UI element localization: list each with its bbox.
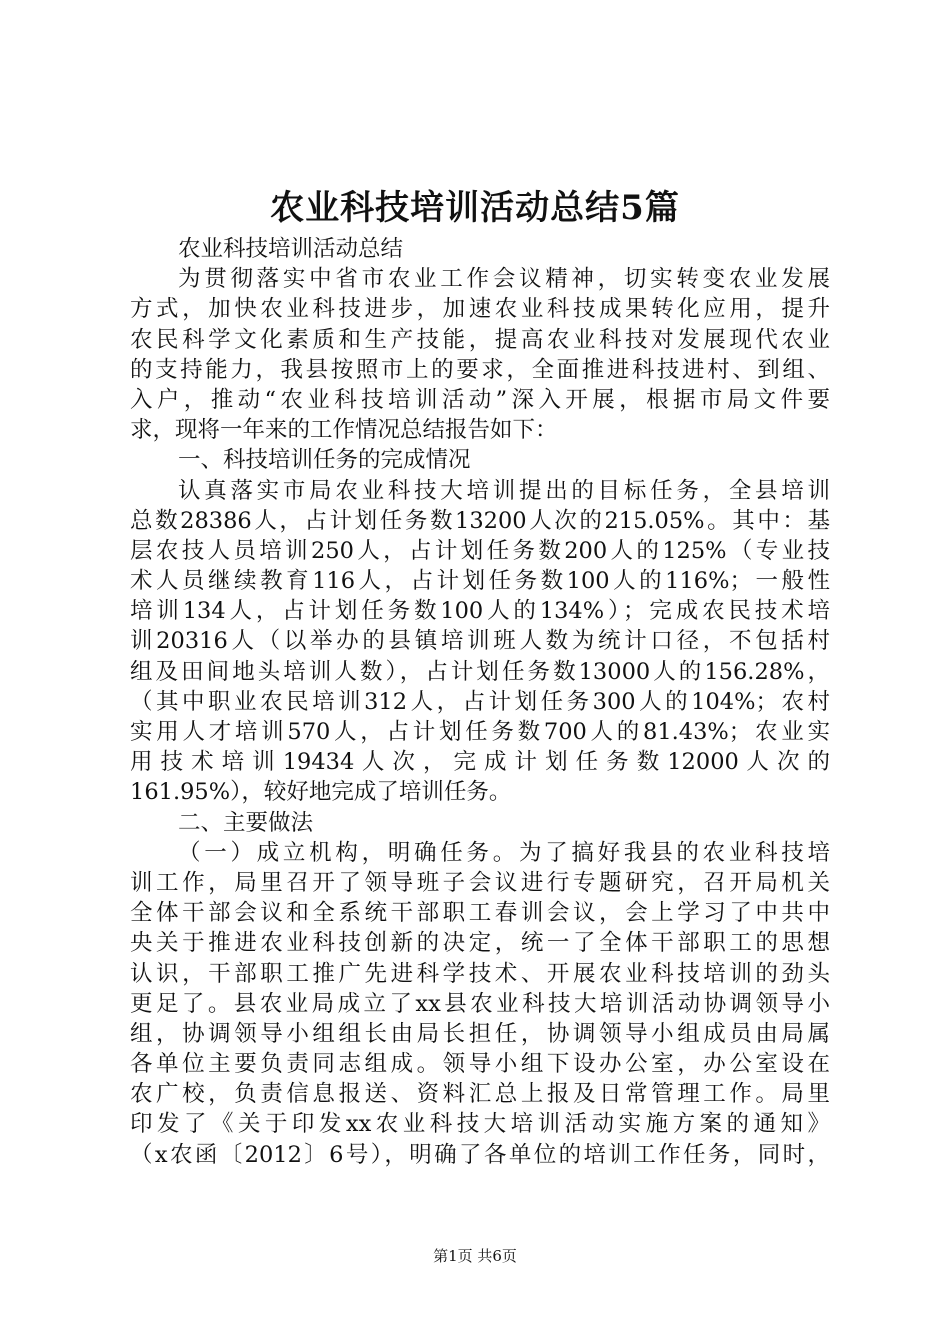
- body-line: 各单位主要负责同志组成。领导小组下设办公室，办公室设在: [130, 1051, 830, 1078]
- body-line: （x农函〔2012〕6号），明确了各单位的培训工作任务，同时，: [130, 1141, 830, 1168]
- body-line: 二、主要做法: [178, 809, 314, 836]
- document-body: [130, 234, 830, 1170]
- body-line: 161.95%），较好地完成了培训任务。: [130, 779, 512, 806]
- body-line: 央关于推进农业科技创新的决定，统一了全体干部职工的思想: [130, 930, 830, 957]
- body-line: 训工作，局里召开了领导班子会议进行专题研究，召开局机关: [130, 869, 830, 896]
- body-line: 用 技 术 培 训 19434 人 次 ， 完 成 计 划 任 务 数 12000 人 次 的: [130, 749, 830, 776]
- body-line: 培训134人，占计划任务数100人的134%）；完成农民技术培: [130, 598, 830, 625]
- body-line: 认识，干部职工推广先进科学技术、开展农业科技培训的劲头: [130, 960, 830, 987]
- body-line: 全体干部会议和全系统干部职工春训会议，会上学习了中共中: [130, 900, 830, 927]
- body-line: （其中职业农民培训312人，占计划任务300人的104%；农村: [130, 688, 830, 715]
- body-line: 印发了《关于印发xx农业科技大培训活动实施方案的通知》: [130, 1111, 830, 1138]
- body-line: 训20316人（以举办的县镇培训班人数为统计口径，不包括村: [130, 628, 830, 655]
- body-line: 求，现将一年来的工作情况总结报告如下：: [130, 417, 558, 444]
- body-line: 为贯彻落实中省市农业工作会议精神，切实转变农业发展: [178, 266, 830, 293]
- document-title: 农业科技培训活动总结5篇: [270, 188, 680, 228]
- body-line: 入户，推动“农业科技培训活动”深入开展，根据市局文件要: [130, 386, 830, 413]
- body-line: 层农技人员培训250人，占计划任务数200人的125%（专业技: [130, 537, 830, 564]
- body-line: 农民科学文化素质和生产技能，提高农业科技对发展现代农业: [130, 326, 830, 353]
- body-line: 方式，加快农业科技进步，加速农业科技成果转化应用，提升: [130, 296, 830, 323]
- body-line: 组，协调领导小组组长由局长担任，协调领导小组成员由局属: [130, 1020, 830, 1047]
- body-line: 一、科技培训任务的完成情况: [178, 447, 471, 474]
- body-line: 认真落实市局农业科技大培训提出的目标任务，全县培训: [178, 477, 830, 504]
- body-line: 总数28386人，占计划任务数13200人次的215.05%。其中：基: [130, 507, 830, 534]
- body-line: 的支持能力，我县按照市上的要求，全面推进科技进村、到组、: [130, 356, 830, 383]
- body-line: 实用人才培训570人，占计划任务数700人的81.43%；农业实: [130, 719, 830, 745]
- page-footer: 第1页 共6页: [433, 1247, 517, 1265]
- body-line: 农业科技培训活动总结: [178, 236, 404, 262]
- body-line: 农广校，负责信息报送、资料汇总上报及日常管理工作。局里: [130, 1081, 830, 1108]
- body-line: 组及田间地头培训人数），占计划任务数13000人的156.28%，: [130, 658, 830, 685]
- body-line: 更足了。县农业局成立了xx县农业科技大培训活动协调领导小: [130, 990, 830, 1017]
- body-line: 术人员继续教育116人，占计划任务数100人的116%；一般性: [130, 568, 830, 595]
- body-line: （一）成立机构，明确任务。为了搞好我县的农业科技培: [178, 839, 830, 866]
